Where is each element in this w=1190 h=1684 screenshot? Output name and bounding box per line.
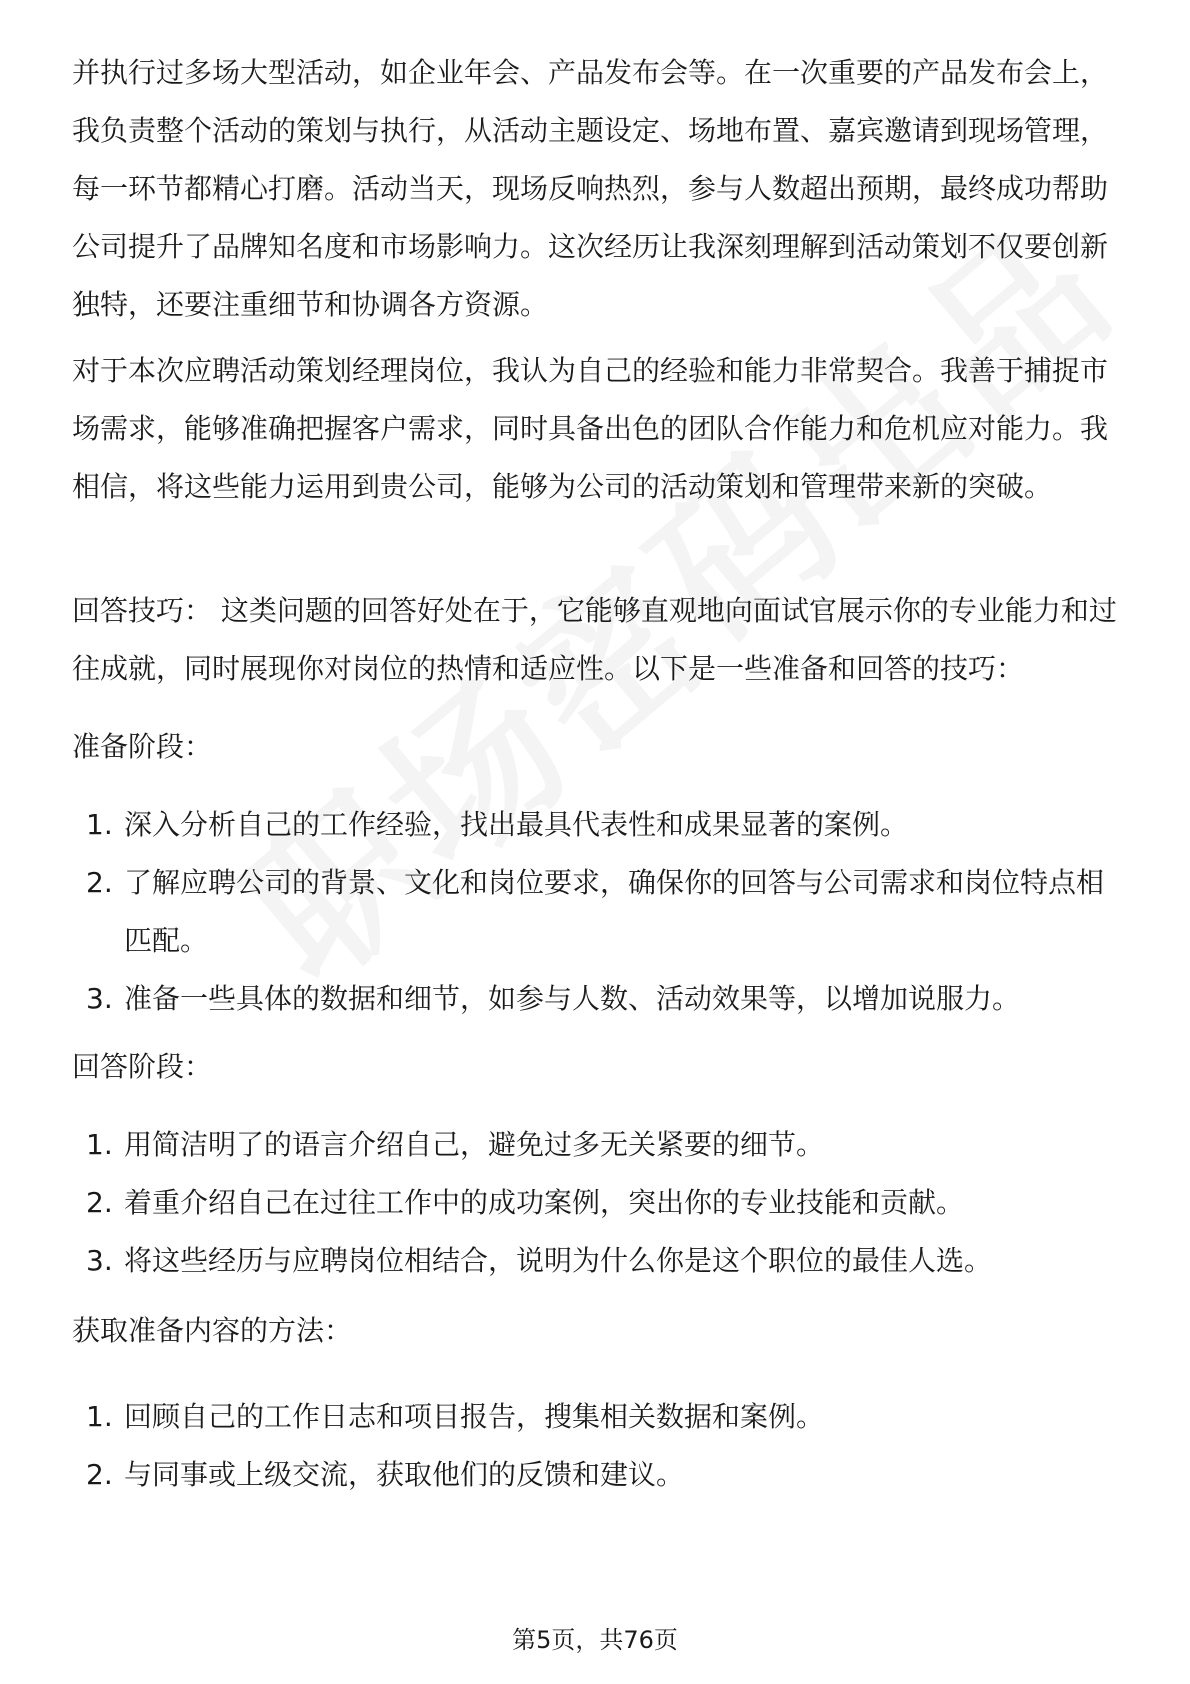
methods-list [72,1388,1122,1504]
list-number: 3. [86,982,113,1015]
list-item [72,1116,1122,1174]
list-item-text: 着重介绍自己在过往工作中的成功案例，突出你的专业技能和贡献。 [124,1186,965,1219]
list-item-text: 了解应聘公司的背景、文化和岗位要求，确保你的回答与公司需求和岗位特点相匹配。 [124,866,1105,957]
page-footer: 第5页，共76页 [512,1626,678,1654]
list-item [72,1232,1122,1290]
list-number: 1. [86,808,113,841]
prepare-list [72,796,1122,1028]
list-item-text: 深入分析自己的工作经验，找出最具代表性和成果显著的案例。 [124,808,909,841]
paragraph-answer-tips: 回答技巧： 这类问题的回答好处在于，它能够直观地向面试官展示你的专业能力和过往成就，同时展现你对岗位的热情和适应性。以下是一些准备和回答的技巧： [72,594,1117,685]
list-number: 1. [86,1128,113,1161]
list-item-text: 与同事或上级交流，获取他们的反馈和建议。 [124,1458,685,1491]
list-number: 1. [86,1400,113,1433]
list-item [72,796,1122,854]
list-item [72,854,1122,970]
list-item [72,1388,1122,1446]
list-item-text: 将这些经历与应聘岗位相结合，说明为什么你是这个职位的最佳人选。 [124,1244,993,1277]
list-number: 2. [86,1186,113,1219]
section-heading-prepare: 准备阶段： [72,730,213,763]
answer-list [72,1116,1122,1290]
list-number: 2. [86,866,113,899]
list-item [72,970,1122,1028]
list-item-text: 用简洁明了的语言介绍自己，避免过多无关紧要的细节。 [124,1128,825,1161]
list-number: 2. [86,1458,113,1491]
list-number: 3. [86,1244,113,1277]
list-item [72,1174,1122,1232]
paragraph-fit: 对于本次应聘活动策划经理岗位，我认为自己的经验和能力非常契合。我善于捕捉市场需求，能够准确把握客户需求，同时具备出色的团队合作能力和危机应对能力。我相信，将这些能力运用到贵公司，能够为公司的活动策划和管理带来新的突破。 [72,354,1109,503]
list-item-text: 准备一些具体的数据和细节，如参与人数、活动效果等，以增加说服力。 [124,982,1021,1015]
section-heading-methods: 获取准备内容的方法： [72,1314,353,1347]
list-item [72,1446,1122,1504]
paragraph-experience: 并执行过多场大型活动，如企业年会、产品发布会等。在一次重要的产品发布会上，我负责整个活动的策划与执行，从活动主题设定、场地布置、嘉宾邀请到现场管理，每一环节都精心打磨。活动当天，现场反响热烈，参与人数超出预期，最终成功帮助公司提升了品牌知名度和市场影响力。这次经历让我深刻理解到活动策划不仅要创新独特，还要注重细节和协调各方资源。 [72,56,1109,321]
section-heading-answer: 回答阶段： [72,1050,213,1083]
list-item-text: 回顾自己的工作日志和项目报告，搜集相关数据和案例。 [124,1400,825,1433]
